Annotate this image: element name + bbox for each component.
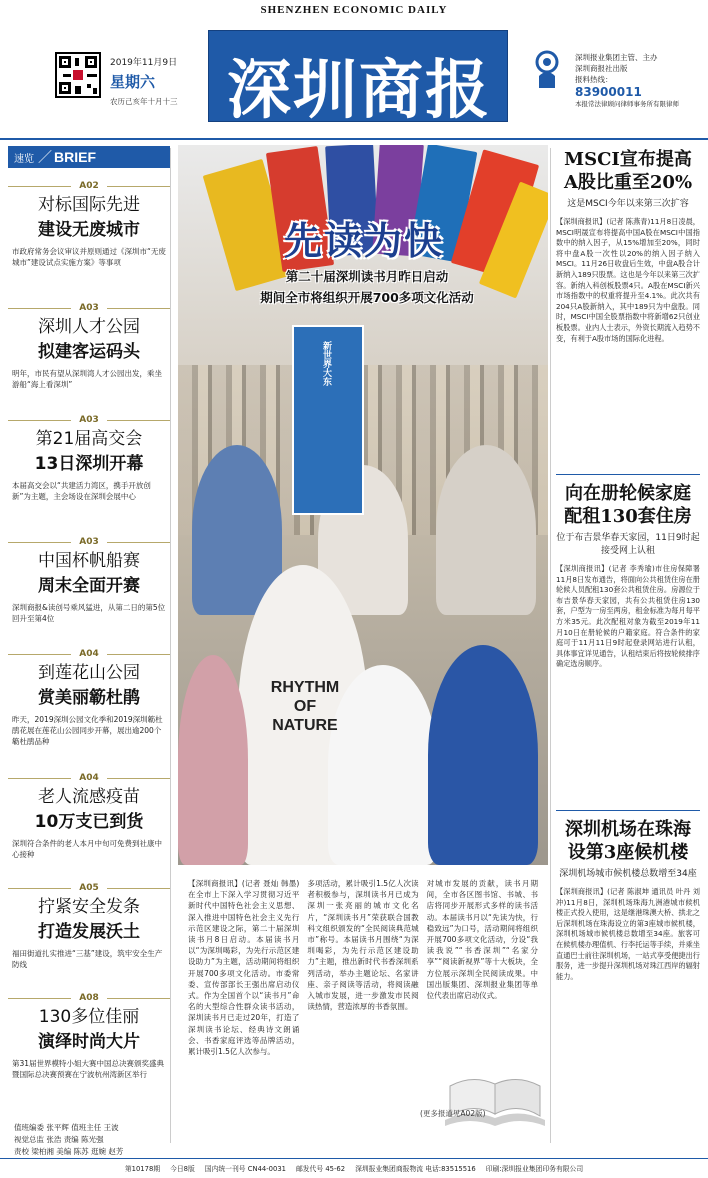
more-link[interactable]: (更多报道见A02版) [420, 1109, 486, 1118]
editor-line: 视觉总监 张浩 责编 陈光强 [14, 1135, 104, 1144]
publisher-info [575, 52, 705, 110]
brief-item[interactable] [8, 414, 170, 502]
page-tag: A04 [79, 773, 99, 783]
article-title-line2: A股比重至20% [563, 172, 693, 193]
brief-summary: 昨天，2019深圳公园文化季和2019深圳簕杜鹃花展在莲花山公园同步开幕，展出逾200个簕杜鹃品种 [12, 715, 163, 746]
newspaper-title [208, 30, 508, 128]
hotline-label: 报料热线： [575, 75, 613, 84]
page-tag: A02 [79, 181, 99, 191]
brief-title-line1: 老人流感疫苗 [38, 787, 140, 807]
brief-summary: 深圳商报&读创号乘风猛进，从第二日的第5位回升至第4位 [12, 603, 166, 623]
article-subtitle: 这是MSCI今年以来第三次扩容 [567, 199, 689, 209]
brief-item[interactable] [8, 992, 170, 1080]
page-tag: A03 [79, 303, 99, 313]
article-divider [556, 474, 700, 475]
editor-line: 值班编委 张平辉 值班主任 王波 [14, 1123, 119, 1132]
lead-subhead-2: 期间全市将组织开展700多项文化活动 [260, 290, 474, 305]
brief-title-line2: 演绎时尚大片 [38, 1032, 140, 1052]
footer-bar [0, 1158, 708, 1176]
page-tag: A05 [79, 883, 99, 893]
footer-cn-number: 国内统一刊号 CN44-0031 [204, 1164, 286, 1173]
lead-subhead-1: 第二十届深圳读书月昨日启动 [285, 269, 449, 284]
footer-logistics: 深圳报业集团商报物流 电话:83515516 [355, 1164, 476, 1173]
editor-line: 责校 梁柏湘 美编 陈苏 逛婉 赵芳 [14, 1147, 124, 1156]
brief-summary: 第31届世界模特小姐大赛中国总决赛颁奖盛典暨国际总决赛预赛在宁波杭州湾新区举行 [12, 1059, 165, 1079]
article-title-line2: 设第3座候机楼 [567, 842, 689, 863]
brief-title-line2: 周末全面开赛 [38, 576, 140, 596]
brief-summary: 本届高交会以“共建活力湾区，携手开放创新”为主题，主会场设在深圳会展中心 [12, 481, 151, 501]
article-title-line2: 配租130套住房 [564, 506, 692, 527]
brief-title-line1: 第21届高交会 [35, 429, 143, 449]
brief-item[interactable] [8, 302, 170, 390]
article-title-line1: MSCI宣布提高 [564, 149, 692, 170]
news-article[interactable] [556, 148, 700, 344]
brief-title-line1: 拧紧安全发条 [38, 897, 140, 917]
weekday: 星期六 [110, 73, 156, 91]
news-article[interactable] [556, 818, 700, 982]
footer-issue: 第10178期 [124, 1164, 161, 1173]
page-tag: A08 [79, 993, 99, 1003]
article-divider [556, 810, 700, 811]
brief-title-line2: 打造发展沃土 [38, 922, 140, 942]
open-book-icon [440, 1070, 550, 1130]
hotline-number: 83900011 [575, 85, 642, 99]
column-divider [170, 148, 171, 1143]
page-tag: A03 [79, 537, 99, 547]
brief-title-line1: 到莲花山公园 [38, 663, 140, 683]
brief-header-cn: 速览 [14, 153, 34, 165]
brief-column [8, 146, 170, 1141]
brief-item[interactable] [8, 772, 170, 860]
brief-title-line2: 10万支已到货 [34, 812, 144, 832]
brief-summary: 深圳符合条件的老人本月中旬可免费到社康中心接种 [12, 839, 162, 859]
date-box [110, 55, 200, 107]
publisher-logo-icon [533, 50, 561, 90]
article-subtitle: 位于布吉景华春天家园，11日9时起接受网上认租 [556, 533, 700, 556]
publisher-line-2: 深圳商报社出版 [575, 64, 628, 73]
brief-item[interactable] [8, 180, 170, 268]
brief-summary: 市政府常务会议审议并原则通过《深圳市“无废城市”建设试点实施方案》等事项 [12, 247, 166, 267]
editor-credits [14, 1122, 174, 1158]
lead-headline[interactable]: 先读为快 [283, 219, 444, 263]
legal-line: 本报常法律顾问律师事务所有限律师 [575, 100, 679, 108]
brief-title-line2: 赏美丽簕杜鹃 [38, 688, 140, 708]
page-tag: A04 [79, 649, 99, 659]
footer-printer: 印刷:深圳报业集团印务有限公司 [485, 1164, 584, 1173]
qr-code-icon [55, 52, 101, 98]
brief-title-line1: 中国杯帆船赛 [38, 551, 140, 571]
masthead-rule [0, 138, 708, 140]
brief-title-line1: 对标国际先进 [38, 195, 140, 215]
article-title-line1: 向在册轮候家庭 [565, 483, 691, 504]
english-name: SHENZHEN ECONOMIC DAILY [260, 4, 448, 16]
publisher-line-1: 深圳报业集团主管、主办 [575, 53, 658, 62]
brief-title-line1: 深圳人才公园 [38, 317, 140, 337]
book-spine-text: 新世界大东 [321, 341, 331, 386]
story-column: 多项活动，累计吸引1.5亿人次读者积极参与，深圳读书月已成为深圳一张亮丽的城市文化名片，“深圳读书月”荣获联合国教科文组织颁发的“全民阅读典范城市”称号。本届读书月围绕“为深圳喝彩，为先行示范区建设助力”主题，推出新时代书香深圳系列活动，举办主题论坛、名家讲座、亲子阅读等活动，将阅读融入城市发展，进一步激发市民阅读热情，营造浓厚的书香氛围。 [307, 879, 419, 1012]
article-title-line1: 深圳机场在珠海 [565, 819, 691, 840]
book-display [292, 325, 364, 515]
brief-item[interactable] [8, 648, 170, 747]
brief-item[interactable] [8, 882, 170, 970]
shirt-print-text: RHYTHM OF NATURE [270, 679, 340, 734]
brief-item[interactable] [8, 536, 170, 624]
story-column: 对城市发展的贡献，读书月期间，全市各区图书馆、书城、书店将同步开展形式多样的读书活动。本届读书月以“先读为快，行稳致远”为口号，活动期间将组织开展700多项文化活动，分设“我读我说”“书香深圳”“名家分享”“阅读新视界”等十大板块，全方位展示深圳全民阅读成果。中国出版集团、深圳报业集团等单位代表出席启动仪式。 [426, 879, 538, 1001]
brief-title-line2: 拟建客运码头 [38, 342, 140, 362]
brief-summary: 福田街道扎实推进“三基”建设，筑牢安全生产防线 [12, 949, 163, 969]
article-subtitle: 深圳机场城市候机楼总数增至34座 [559, 869, 697, 879]
brief-title-line2: 建设无废城市 [38, 220, 140, 240]
article-body: 【深圳商报讯】(记者 陈燕青)11月8日凌晨，MSCI明晟宣布将提高中国A股在MSCI中国指数中的纳入因子，从15%增加至20%，同时将中盘A股一次性以20%的纳入因子纳入MSCI。11月26日收盘后生效，中盘A股合计新纳入189只股票。这也是今年以来第三次扩容。新纳入科创板股票4只。A股在MSCI新兴市场指数中的权重将提升至4.1%。此次共有204只A股新纳入，其中189只为中盘股。同时，MSCI中国全股票指数中将新增62只创业板股票。业内人士表示，外资长期流入趋势不变，有利于A股市场的国际化进程。 [556, 217, 700, 343]
brief-title-line1: 130多位佳丽 [38, 1007, 140, 1027]
article-body: 【深圳商报讯】(记者 陈淑坤 通讯员 叶丹 刘冲)11月8日，深圳机场珠海九洲港城市候机楼正式投入使用，这是继港珠澳大桥、拱北之后深圳机场在珠海设立的第3座城市候机楼，深圳机场城市候机楼总数增至34座。旅客可在候机楼办理值机、行李托运等手续，并乘坐直通巴士前往深圳机场，一站式享受便捷出行服务，进一步提升深圳机场对珠江西岸的辐射能力。 [556, 887, 700, 981]
issue-date: 2019年11月9日 [110, 58, 178, 68]
footer-postal-code: 邮发代号 45-62 [295, 1164, 346, 1173]
article-body: 【深圳商报讯】(记者 李秀瑜)市住房保障署11月8日发布通告，将面向公共租赁住房在册轮候人员配租130套公共租赁住房。房源位于布吉景华春天家园，共有公共租赁住房130套，户型为一房至两房，租金标准为每月每平方米35元。此次配租对象为截至2019年11月10日在册轮候的户籍家庭。符合条件的家庭可于11月11日9时起登录网站进行认租，具体事宜详见通告，认租结束后将按轮候排序确定选房顺序。 [556, 564, 700, 669]
column-divider [550, 148, 551, 1143]
footer-pages: 今日8版 [170, 1164, 195, 1173]
brief-header [8, 146, 170, 168]
lunar-date: 农历己亥年十月十三 [110, 97, 178, 106]
brief-header-en: BRIEF [54, 149, 96, 165]
news-article[interactable] [556, 482, 700, 670]
brief-summary: 明年，市民有望从深圳湾人才公园出发，乘坐游船“海上看深圳” [12, 369, 162, 389]
page-tag: A03 [79, 415, 99, 425]
story-column: 【深圳商报讯】(记者 聂灿 韩墨)在全市上下深入学习贯彻习近平新时代中国特色社会主义思想、深入推进中国特色社会主义先行示范区建设之际，第二十届深圳读书月8日启动。本届读书月以“为深圳喝彩，为先行示范区建设助力”为主题，活动期间将组织开展700多项文化活动。市委常委、宣传部部长王强出席启动仪式。作为全国首个以“读书月”命名的大型综合性群众读书活动，深圳读书月已走过20年，打造了深圳读书论坛、经典诗文朗诵会、书香家庭评选等品牌活动，累计吸引1.5亿人次参与。 [188, 879, 300, 1057]
newspaper-title-text: 深圳商报 [227, 53, 491, 128]
masthead [0, 0, 708, 128]
brief-header-slash: ／ [38, 150, 52, 166]
brief-title-line2: 13日深圳开幕 [34, 454, 144, 474]
